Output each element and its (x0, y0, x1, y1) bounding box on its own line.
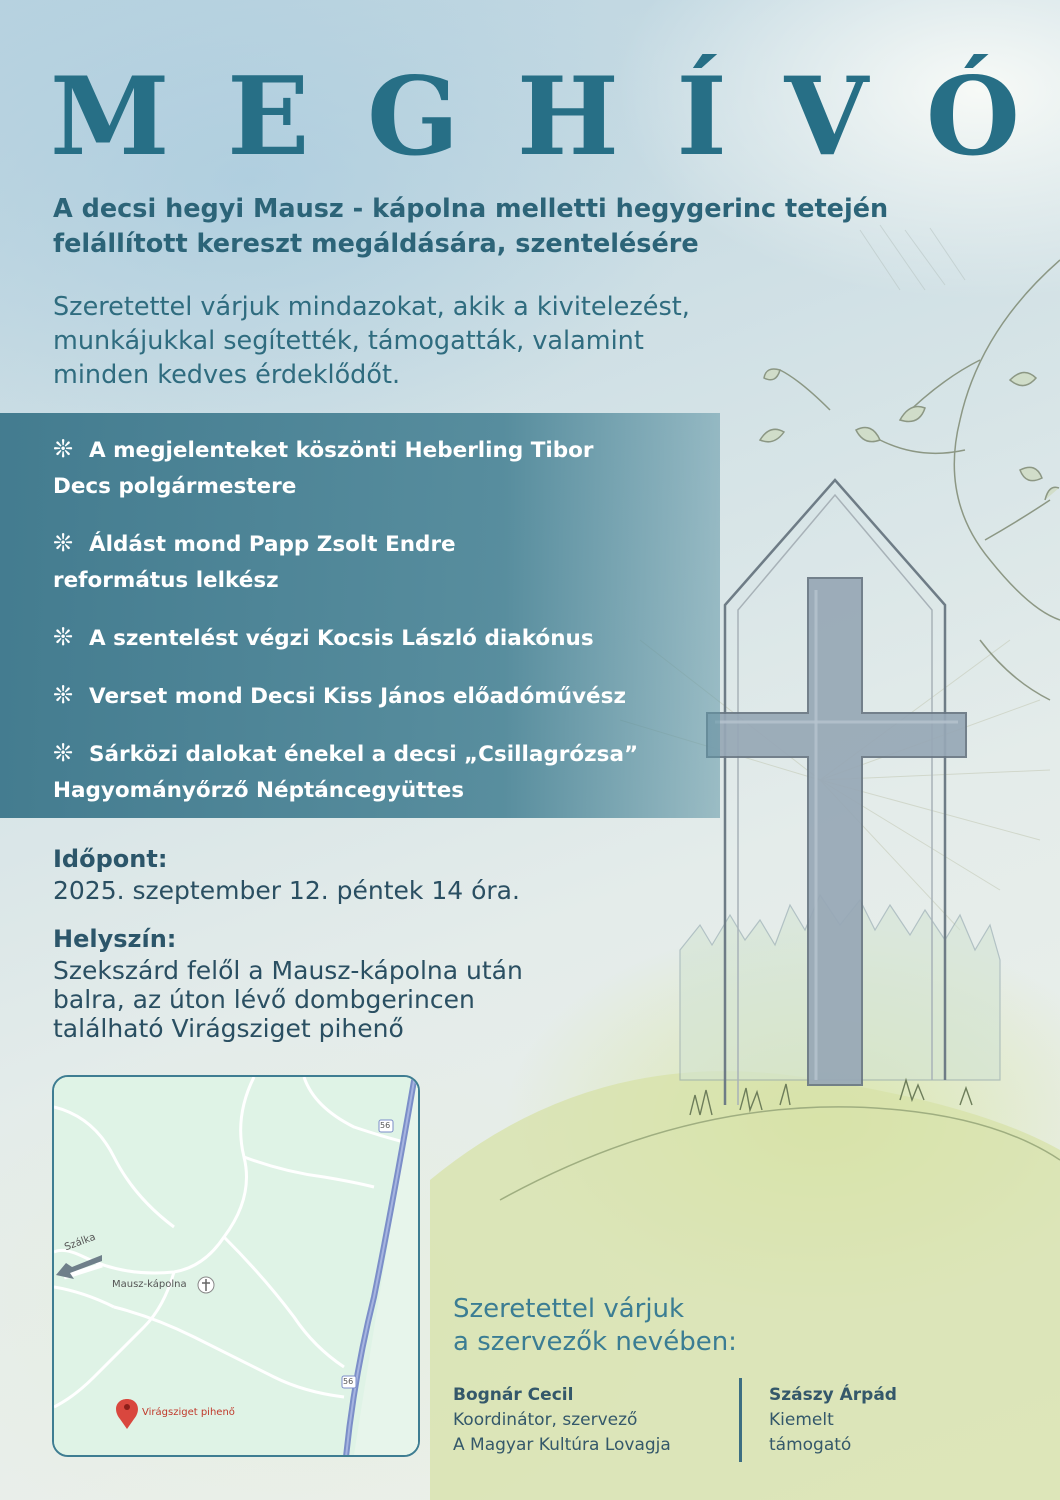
organizer-block (453, 1383, 671, 1458)
program-item (53, 431, 713, 505)
title-letter: M (50, 54, 170, 180)
intro-text (53, 290, 873, 392)
event-subtitle (53, 192, 1033, 262)
title-letter: G (367, 54, 460, 180)
title-letter: E (227, 54, 310, 180)
organizer-role: támogató (769, 1435, 852, 1455)
title-letter: H (516, 54, 619, 180)
organizer-role: Kiemelt (769, 1410, 834, 1430)
time-text: 2025. szeptember 12. péntek 14 óra. (53, 876, 520, 905)
program-item (53, 735, 713, 809)
title-letter: Ó (925, 54, 1020, 180)
location-value (53, 956, 523, 1043)
intro-line: minden kedves érdeklődőt. (53, 360, 401, 390)
location-line: Szekszárd felől a Mausz-kápolna után (53, 956, 523, 985)
intro-line: munkájukkal segítették, támogatták, valamint (53, 326, 644, 356)
time-label: Időpont: (53, 845, 168, 873)
closing-text (453, 1293, 737, 1359)
subtitle-line: felállított kereszt megáldására, szentelésére (53, 229, 699, 259)
location-map[interactable] (52, 1075, 420, 1457)
program-item-subtext: Hagyományőrző Néptáncegyüttes (53, 778, 465, 803)
direction-label: Szálka (63, 1231, 98, 1254)
program-item-text: Verset mond Decsi Kiss János előadóművész (89, 684, 626, 709)
program-item (53, 525, 713, 599)
road-badge: 56 (380, 1121, 391, 1130)
organizer-role: A Magyar Kultúra Lovagja (453, 1435, 671, 1455)
program-item-text: A megjelenteket köszönti Heberling Tibor (89, 438, 594, 463)
title-letter: V (784, 54, 869, 180)
subtitle-line: A decsi hegyi Mausz - kápolna melletti hegygerinc tetején (53, 194, 889, 224)
time-value (53, 876, 520, 905)
title-letter: Í (676, 54, 727, 180)
snowflake-icon: ❊ (53, 529, 74, 557)
program-item-subtext: Decs polgármestere (53, 474, 297, 499)
organizer-block (769, 1383, 897, 1458)
organizer-name: Szászy Árpád (769, 1385, 897, 1405)
program-item-subtext: református lelkész (53, 568, 279, 593)
snowflake-icon: ❊ (53, 435, 74, 463)
program-item-text: Áldást mond Papp Zsolt Endre (89, 532, 456, 557)
closing-line: a szervezők nevében: (453, 1327, 737, 1357)
organizer-divider (739, 1378, 742, 1462)
chapel-label: Mausz-kápolna (112, 1279, 187, 1290)
page-title (50, 54, 1020, 180)
organizer-name: Bognár Cecil (453, 1385, 574, 1405)
intro-line: Szeretettel várjuk mindazokat, akik a kivitelezést, (53, 292, 690, 322)
location-label: Helyszín: (53, 925, 177, 953)
program-item-text: A szentelést végzi Kocsis László diakónus (89, 626, 594, 651)
road-badge: 56 (343, 1377, 354, 1386)
snowflake-icon: ❊ (53, 681, 74, 709)
organizer-role: Koordinátor, szervező (453, 1410, 638, 1430)
snowflake-icon: ❊ (53, 739, 74, 767)
map-roads (54, 1077, 418, 1455)
program-list (53, 431, 713, 829)
snowflake-icon: ❊ (53, 623, 74, 651)
destination-label: Virágsziget pihenő (142, 1407, 235, 1418)
closing-line: Szeretettel várjuk (453, 1294, 685, 1324)
program-item (53, 619, 713, 657)
program-item (53, 677, 713, 715)
location-line: balra, az úton lévő dombgerincen (53, 985, 475, 1014)
program-item-text: Sárközi dalokat énekel a decsi „Csillagrózsa” (89, 742, 639, 767)
location-line: található Virágsziget pihenő (53, 1014, 404, 1043)
